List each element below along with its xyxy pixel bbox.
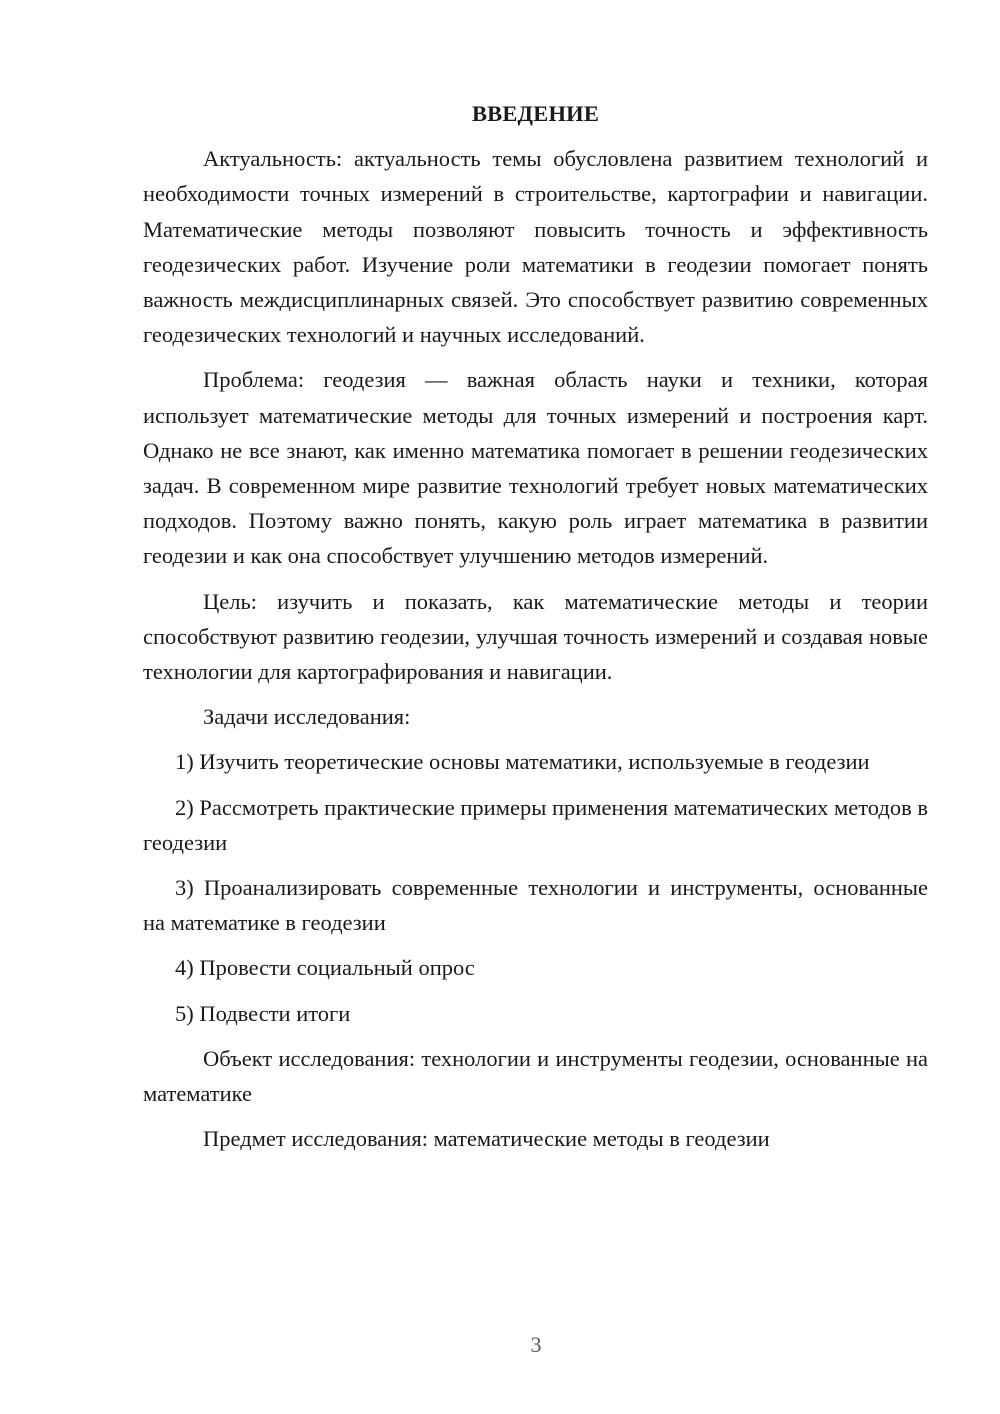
goal-paragraph: Цель: изучить и показать, как математические методы и теории способствуют развитию геодезии, улучшая точность измерений и создавая новые технологии для картографирования и навигации. [143, 588, 928, 685]
task-item: 5) Подвести итоги [175, 1000, 351, 1026]
section-heading: ВВЕДЕНИЕ [471, 101, 600, 126]
problem-paragraph: Проблема: геодезия — важная область науки и техники, которая использует математические методы для точных измерений и построения карт. Однако не все знают, как именно математика помогает в решении геодезических задач. В современном мире развитие технологий требует новых математических подходов. Поэтому важно понять, какую роль играет математика в развитии геодезии и как она способствует улучшению методов измерений. [143, 367, 928, 569]
task-item: 2) Рассмотреть практические примеры применения математических методов в геодезии [143, 794, 928, 855]
document-page [143, 96, 928, 1166]
tasks-title: Задачи исследования: [203, 704, 411, 730]
page-number: 3 [530, 1332, 542, 1357]
task-item: 3) Проанализировать современные технологии и инструменты, основанные на математике в геодезии [143, 875, 928, 936]
task-item: 4) Провести социальный опрос [175, 955, 475, 981]
relevance-paragraph: Актуальность: актуальность темы обусловлена развитием технологий и необходимости точных измерений в строительстве, картографии и навигации. Математические методы позволяют повысить точность и эффективность геодезических работ. Изучение роли математики в геодезии помогает понять важность междисциплинарных связей. Это способствует развитию современных геодезических технологий и научных исследований. [143, 146, 928, 348]
task-item: 1) Изучить теоретические основы математики, используемые в геодезии [175, 749, 870, 775]
subject-paragraph: Предмет исследования: математические методы в геодезии [203, 1126, 770, 1152]
object-paragraph: Объект исследования: технологии и инструменты геодезии, основанные на математике [143, 1045, 928, 1107]
task-list [143, 744, 928, 1030]
